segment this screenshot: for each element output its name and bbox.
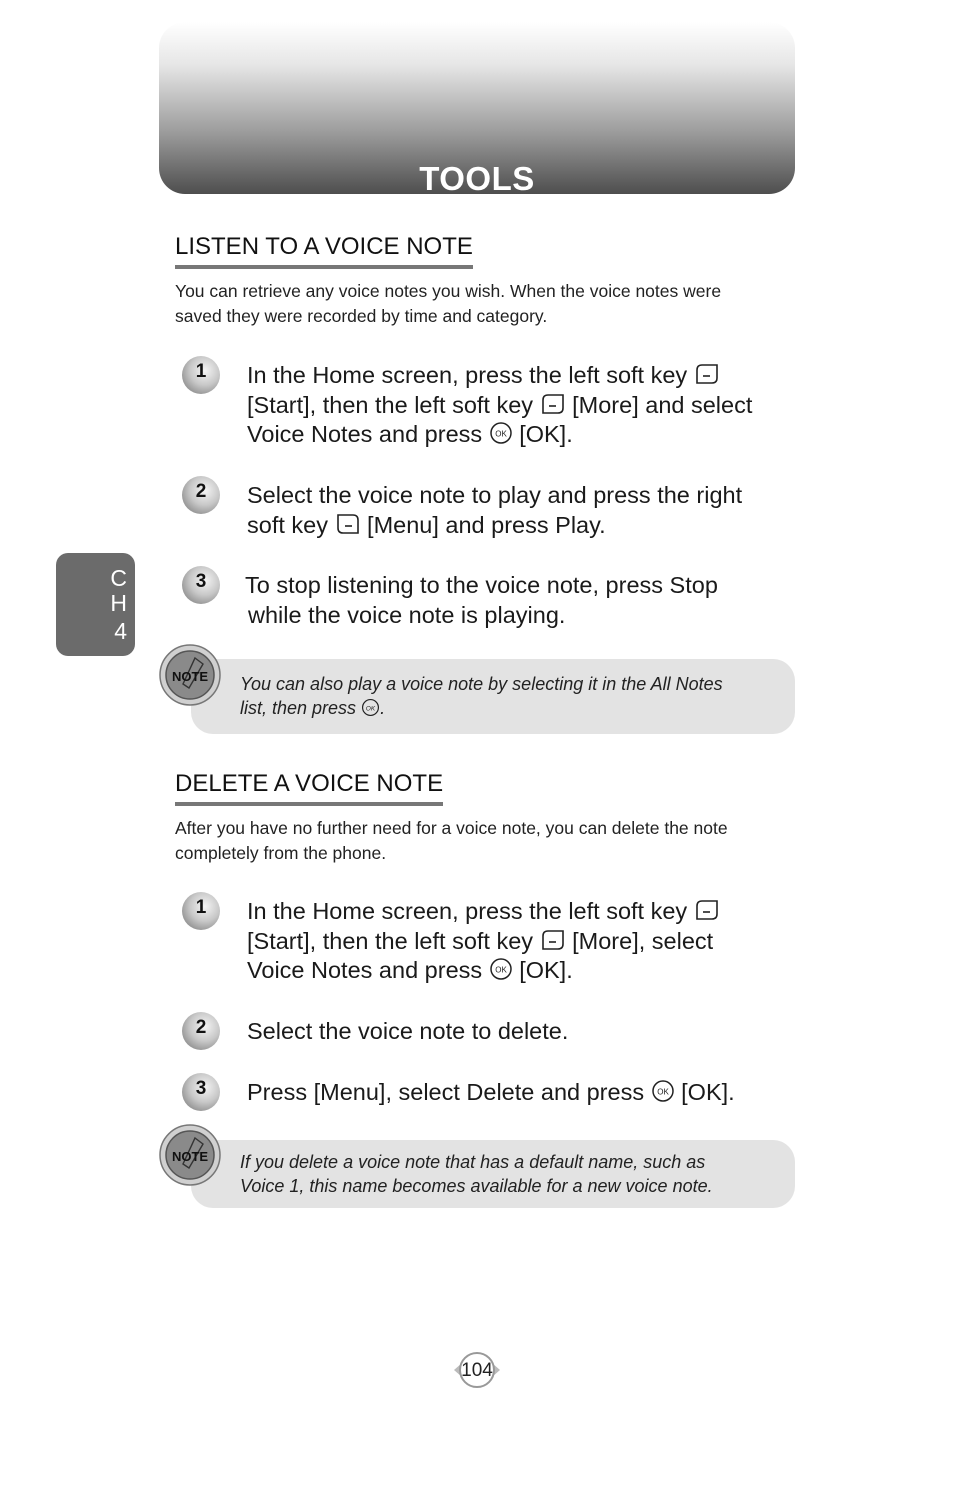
ok-key-icon [651, 1079, 675, 1103]
intro-line: saved they were recorded by time and category. [175, 306, 548, 326]
step-number-badge: 2 [182, 476, 220, 514]
note-text: If you delete a voice note that has a default name, such as Voice 1, this name becomes available for a new voice note. [240, 1152, 713, 1196]
svg-text:OK: OK [494, 965, 507, 975]
step-number-badge: 2 [182, 1012, 220, 1050]
step-number-badge: 1 [182, 356, 220, 394]
svg-text:OK: OK [494, 429, 507, 439]
step-delete-3: Press [Menu], select Delete and press OK [OK]. [247, 1079, 735, 1105]
right-soft-key-icon [335, 512, 361, 536]
note-label: NOTE [171, 669, 209, 684]
section-intro-delete [175, 816, 805, 866]
page-title: TOOLS [419, 160, 535, 197]
chapter-header [159, 22, 795, 197]
note-pencil-icon [159, 644, 221, 706]
ok-key-icon [489, 421, 513, 445]
step-listen-2: Select the voice note to play and press the right soft key [Menu] and press Play. [247, 482, 743, 538]
step-delete-1: In the Home screen, press the left soft key [Start], then the left soft key [More], select Voice Notes and press OK [OK]. [247, 897, 807, 986]
step-listen-1: In the Home screen, press the left soft key [Start], then the left soft key [More] and select Voice Notes and press OK [OK]. [247, 362, 753, 447]
svg-text:OK: OK [366, 705, 376, 713]
note-pencil-icon [159, 1124, 221, 1186]
left-soft-key-icon [694, 898, 720, 922]
ok-key-icon [361, 698, 380, 717]
chapter-tab-letter: H [110, 590, 127, 616]
step-delete-2: Select the voice note to delete. [247, 1018, 569, 1044]
step-number-badge: 1 [182, 892, 220, 930]
left-soft-key-icon [694, 362, 720, 386]
ok-key-icon [489, 957, 513, 981]
intro-line: After you have no further need for a voice note, you can delete the note [175, 818, 728, 838]
svg-text:OK: OK [656, 1087, 669, 1097]
left-soft-key-icon [540, 928, 566, 952]
note-label: NOTE [171, 1149, 209, 1164]
chapter-tab [56, 553, 135, 656]
section-intro-listen [175, 279, 805, 329]
note-text: You can also play a voice note by selecting it in the All Notes list, then press OK . [240, 674, 723, 718]
section-title-listen: LISTEN TO A VOICE NOTE [175, 233, 473, 269]
step-number-badge: 3 [182, 566, 220, 604]
step-number-badge: 3 [182, 1073, 220, 1111]
section-title-delete: DELETE A VOICE NOTE [175, 770, 443, 806]
chapter-tab-letter: C [110, 565, 127, 591]
intro-line: You can retrieve any voice notes you wish. When the voice notes were [175, 281, 722, 301]
intro-line: completely from the phone. [175, 843, 387, 863]
chapter-tab-number: 4 [114, 618, 127, 644]
left-soft-key-icon [540, 392, 566, 416]
step-listen-3: To stop listening to the voice note, press Stop while the voice note is playing. [245, 572, 718, 628]
page-number: 104 [461, 1360, 493, 1381]
